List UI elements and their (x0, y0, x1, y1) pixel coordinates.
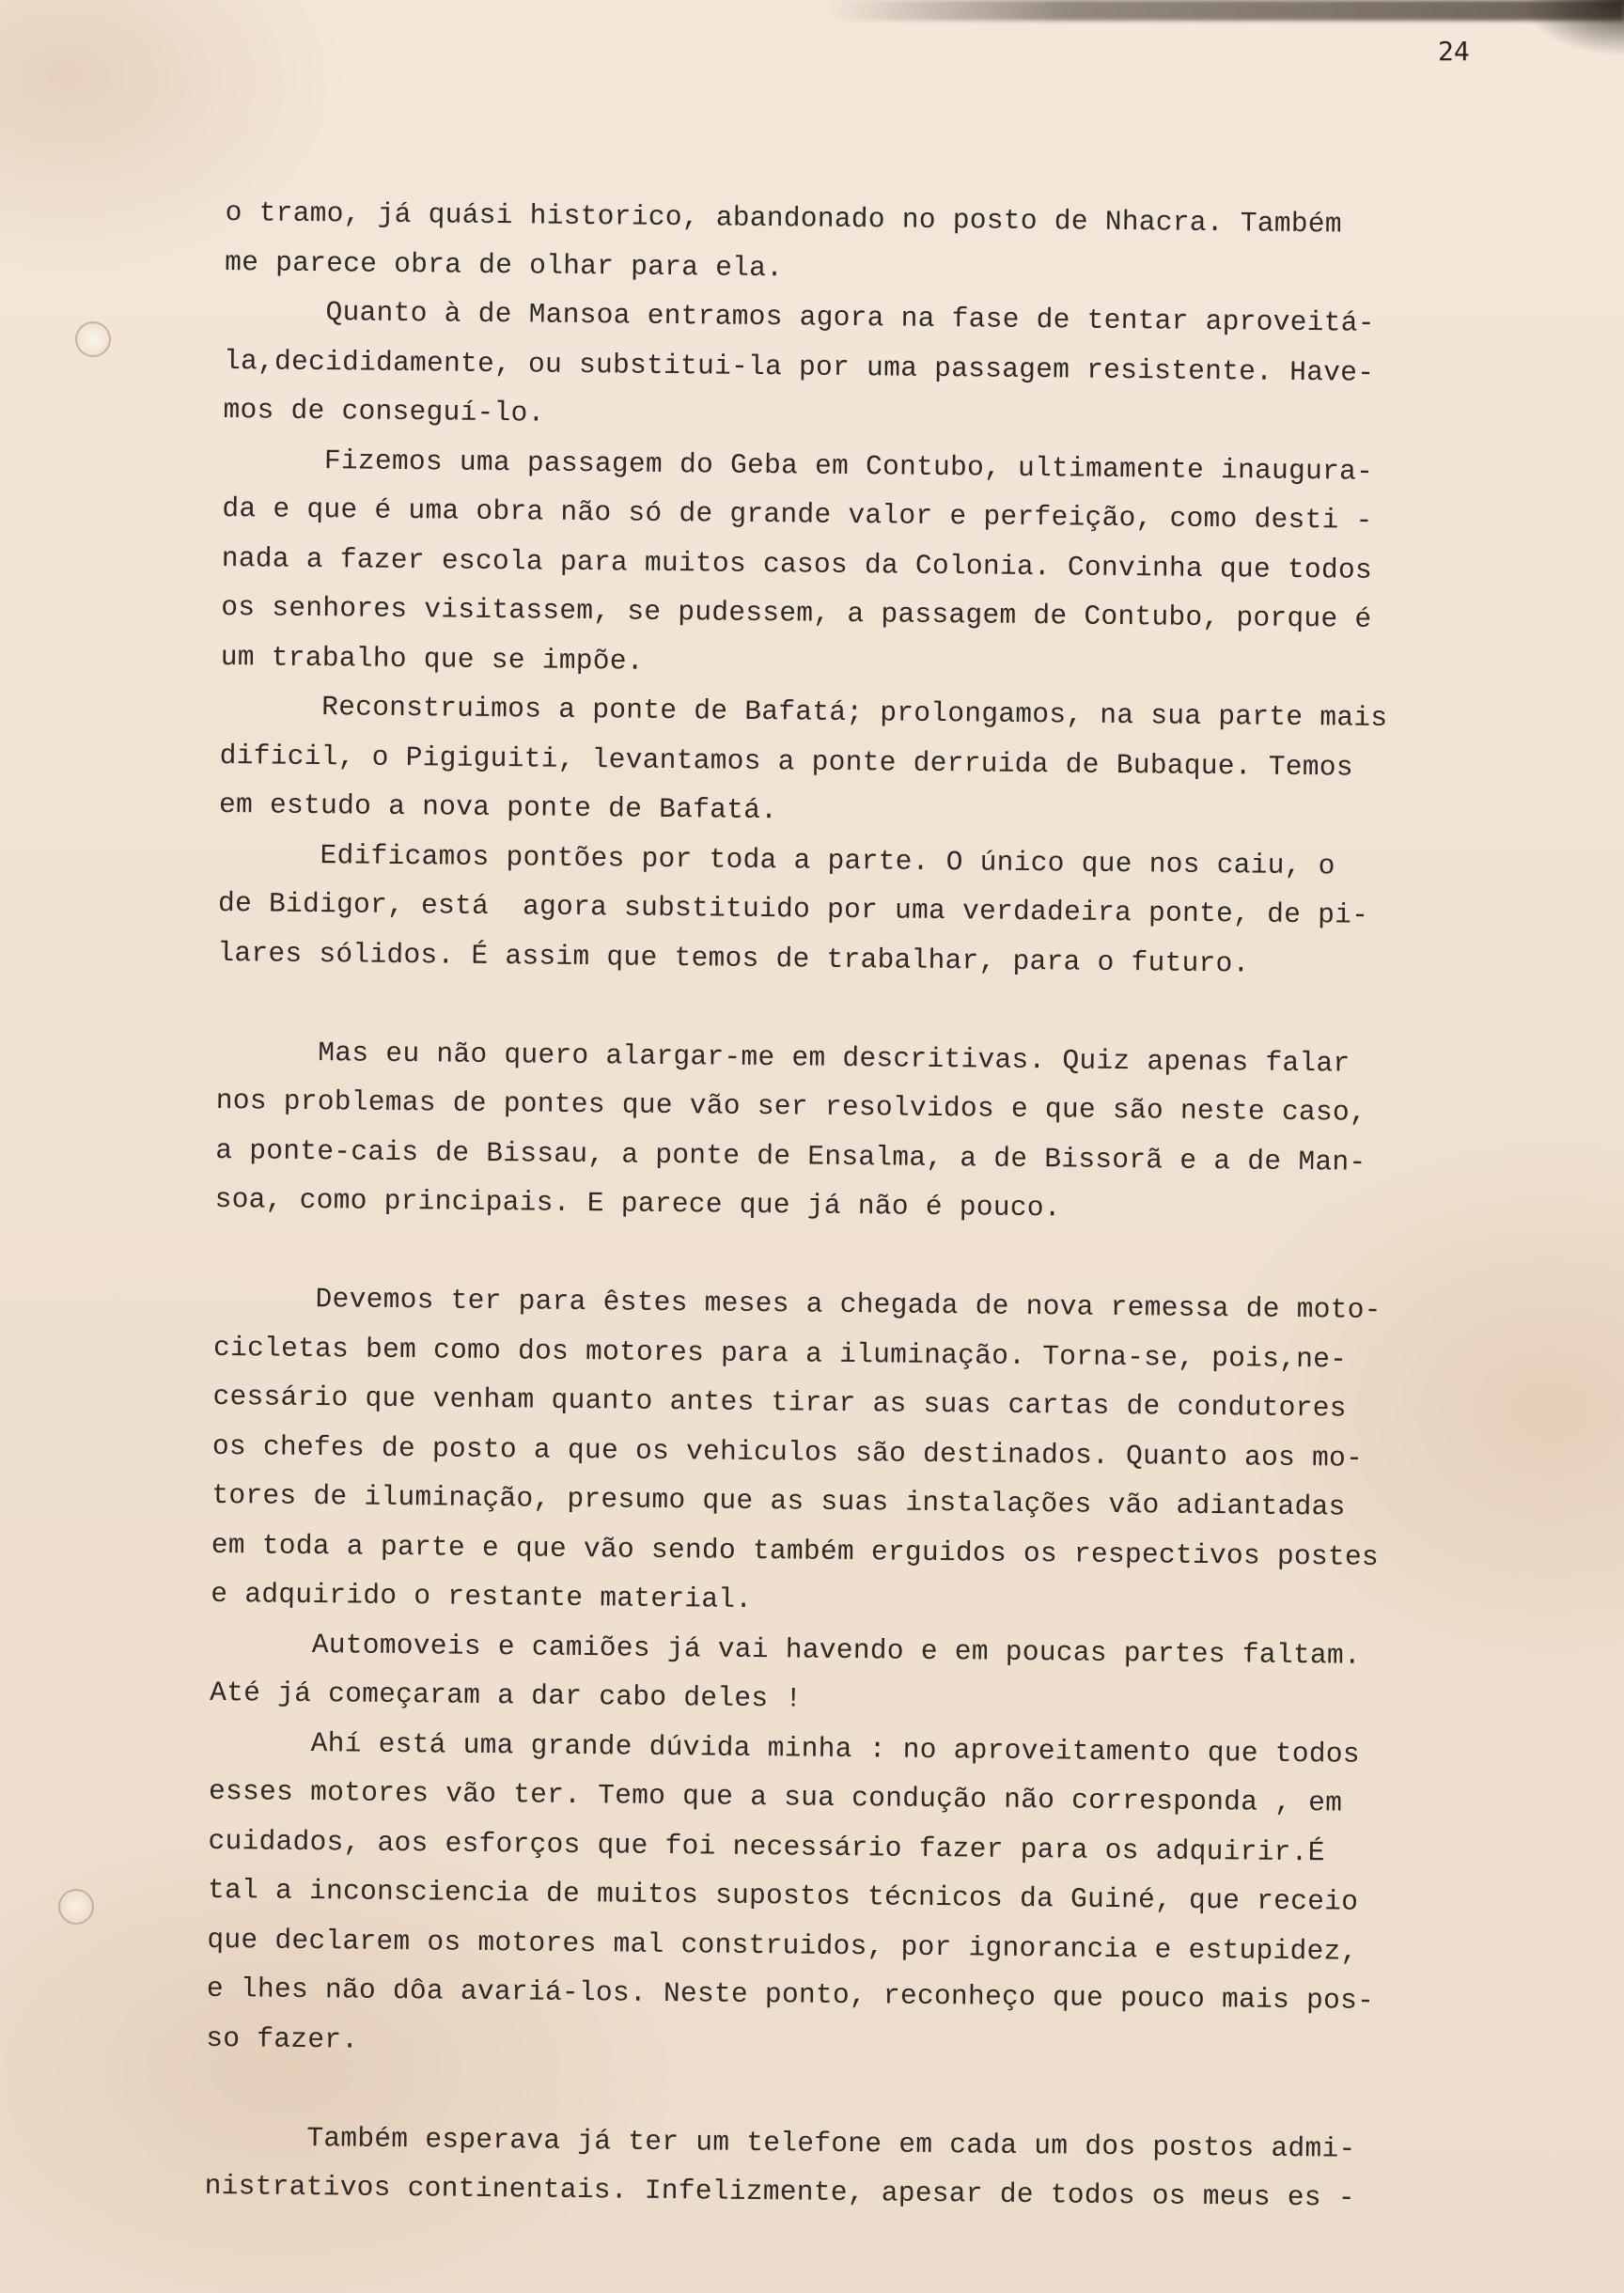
text-line: dificil, o Pigiguiti, levantamos a ponte derruida de Bubaque. Temos (219, 739, 1353, 784)
text-line: nos problemas de pontes que vão ser resolvidos e que são neste caso, (215, 1084, 1367, 1129)
binder-hole-icon (75, 321, 111, 357)
text-line: me parece obra de olhar para ela. (224, 245, 784, 284)
text-line: de Bidigor, está agora substituido por uma verdadeira ponte, de pi- (217, 886, 1369, 931)
text-line: Ahí está uma grande dúvida minha : no aproveitamento que todos (209, 1725, 1360, 1770)
text-line: cicletas bem como dos motores para a iluminação. Torna-se, pois,ne- (212, 1331, 1348, 1376)
text-line: nistrativos continentais. Infelizmente, apesar de todos os meus es - (204, 2169, 1356, 2214)
text-line: tores de iluminação, presumo que as suas instalações vão adiantadas (211, 1478, 1346, 1523)
text-line: os senhores visitassem, se pudessem, a passagem de Contubo, porque é (221, 590, 1372, 635)
text-line: cuidados, aos esforços que foi necessário fazer para os adquirir.É (208, 1824, 1325, 1868)
paper-corner-stain (1521, 0, 1624, 56)
text-line: o tramo, já quási historico, abandonado no posto de Nhacra. Também (225, 195, 1343, 241)
text-line: Mas eu não quero alargar-me em descritivas. Quiz apenas falar (216, 1035, 1351, 1080)
text-line: tal a inconsciencia de muitos supostos técnicos da Guiné, que receio (207, 1873, 1359, 1918)
text-line: Edificamos pontões por toda a parte. O único que nos caiu, o (218, 837, 1335, 881)
text-line: Devemos ter para êstes meses a chegada de nova remessa de moto- (213, 1281, 1382, 1326)
text-line: Automoveis e camiões já vai havendo e em poucas partes faltam. (210, 1627, 1362, 1672)
text-line: mos de conseguí-lo. (223, 393, 545, 429)
text-line: so fazer. (206, 2021, 359, 2056)
binder-hole-icon (58, 1889, 94, 1925)
text-line: Quanto à de Mansoa entramos agora na fase de tentar aproveitá- (224, 294, 1375, 339)
text-line: lares sólidos. É assim que temos de trabalhar, para o futuro. (217, 936, 1250, 979)
text-line: os chefes de posto a que os vehiculos são destinados. Quanto aos mo- (211, 1429, 1364, 1474)
text-line: esses motores vão ter. Temo que a sua condução não corresponda , em (208, 1774, 1343, 1819)
text-line: soa, como principais. E parece que já não é pouco. (214, 1182, 1062, 1224)
text-line: um trabalho que se impõe. (220, 640, 645, 678)
typewritten-text (204, 188, 1531, 2224)
text-line: la,decididamente, ou substitui-la por uma passagem resistente. Have- (223, 344, 1375, 389)
text-line: cessário que venham quanto antes tirar as suas cartas de condutores (212, 1380, 1347, 1425)
text-line: Reconstruimos a ponte de Bafatá; prolongamos, na sua parte mais (220, 689, 1388, 734)
text-line: a ponte-cais de Bissau, a ponte de Ensalma, a de Bissorã e a de Man- (215, 1133, 1366, 1178)
page-number: 24 (1438, 36, 1470, 67)
paper-edge-stain (827, 0, 1624, 21)
text-line: em toda a parte e que vão sendo também erguidos os respectivos postes (211, 1528, 1380, 1573)
text-line: que declarem os motores mal construidos, por ignorancia e estupidez, (207, 1923, 1358, 1968)
text-line: da e que é uma obra não só de grande valor e perfeição, como desti - (222, 491, 1373, 537)
text-line: nada a fazer escola para muitos casos da Colonia. Convinha que todos (221, 541, 1373, 586)
text-line: Fizemos uma passagem do Geba em Contubo, ultimamente inaugura- (222, 443, 1374, 488)
text-line: e adquirido o restante material. (211, 1577, 753, 1615)
text-line: em estudo a nova ponte de Bafatá. (218, 788, 778, 827)
text-line: Até já começaram a dar cabo deles ! (210, 1676, 803, 1715)
text-line: e lhes não dôa avariá-los. Neste ponto, reconheço que pouco mais pos- (206, 1972, 1375, 2017)
text-line: Também esperava já ter um telefone em cada um dos postos admi- (205, 2120, 1356, 2165)
